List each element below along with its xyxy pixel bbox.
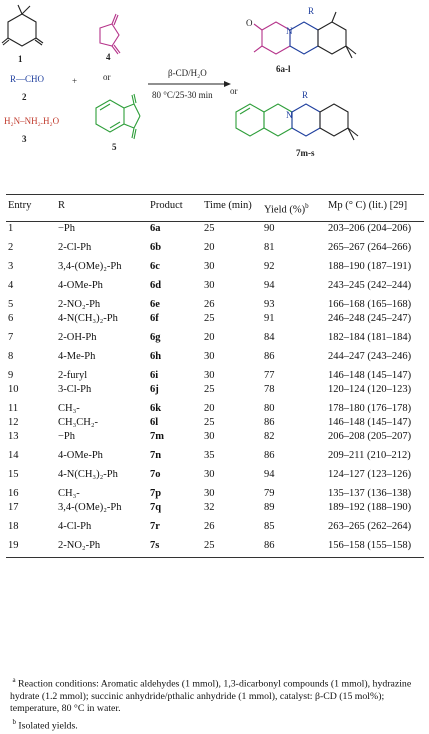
table-row xyxy=(6,444,424,463)
n-label-7: N xyxy=(286,110,293,120)
o-label-6: O xyxy=(246,18,253,28)
cell-r: 2-OH-Ph xyxy=(58,331,97,343)
cell-yield: 94 xyxy=(264,279,275,291)
table-row xyxy=(6,430,424,444)
cell-time: 30 xyxy=(204,369,215,381)
header-mp: Mp (° C) (lit.) [29] xyxy=(328,200,408,211)
cell-product: 6j xyxy=(150,383,159,395)
cell-time: 25 xyxy=(204,222,215,234)
table-row xyxy=(6,482,424,501)
cell-r: 4-Cl-Ph xyxy=(58,520,92,532)
cell-product: 6g xyxy=(150,331,161,343)
dimedone-structure xyxy=(2,5,43,46)
cell-yield: 86 xyxy=(264,350,275,362)
cell-yield: 85 xyxy=(264,520,275,532)
phthalic-anhydride-structure xyxy=(96,94,140,139)
cell-time: 30 xyxy=(204,430,215,442)
cell-entry: 14 xyxy=(8,449,19,461)
cell-mp: 263–265 (262–264) xyxy=(328,520,412,532)
cell-mp: 246–248 (245–247) xyxy=(328,312,412,324)
cell-mp: 146–148 (145–147) xyxy=(328,369,412,381)
cell-entry: 16 xyxy=(8,487,19,499)
cell-product: 7o xyxy=(150,468,161,480)
cell-r: 3,4-(OMe)₂-Ph xyxy=(58,501,122,513)
cell-entry: 18 xyxy=(8,520,19,532)
table-body xyxy=(6,221,424,557)
footnote-b xyxy=(10,716,422,733)
cell-entry: 3 xyxy=(8,260,14,272)
header-yield-note: b xyxy=(305,202,309,210)
or-products: or xyxy=(230,86,238,96)
label-7: 7m-s xyxy=(296,148,315,158)
header-time: Time (min) xyxy=(204,200,252,211)
cell-time: 25 xyxy=(204,383,215,395)
table-row xyxy=(6,293,424,312)
cell-mp: 244–247 (243–246) xyxy=(328,350,412,362)
cell-yield: 86 xyxy=(262,534,326,558)
header-yield xyxy=(262,195,326,222)
table-row xyxy=(6,312,424,326)
cell-product: 6c xyxy=(150,260,160,272)
cell-yield: 79 xyxy=(264,487,275,499)
label-6: 6a-l xyxy=(276,64,291,74)
label-5: 5 xyxy=(112,142,117,152)
r-label-7: R xyxy=(302,90,309,100)
cell-yield: 81 xyxy=(264,241,275,253)
table-row xyxy=(6,501,424,515)
cell-yield: 86 xyxy=(264,449,275,461)
cell-entry: 13 xyxy=(8,430,19,442)
table-row xyxy=(6,345,424,364)
condition-top: β-CD/H₂O xyxy=(168,68,207,78)
cell-time: 20 xyxy=(204,331,215,343)
cell-time: 25 xyxy=(204,416,215,428)
label-3: 3 xyxy=(22,134,27,144)
cell-product: 6l xyxy=(150,416,159,428)
cell-time: 35 xyxy=(204,449,215,461)
label-1: 1 xyxy=(18,54,23,64)
cell-r: 3,4-(OMe)₂-Ph xyxy=(58,260,122,272)
cell-time: 26 xyxy=(204,520,215,532)
cell-r: −Ph xyxy=(58,222,76,234)
results-table-wrapper xyxy=(6,194,424,558)
cell-r: −Ph xyxy=(58,430,76,442)
table-row xyxy=(6,221,424,236)
cell-r: 2-furyl xyxy=(58,369,88,381)
header-product: Product xyxy=(150,200,183,211)
cell-entry: 2 xyxy=(8,241,14,253)
cell-entry: 1 xyxy=(8,222,14,234)
table-row xyxy=(6,397,424,416)
cell-r: 4-OMe-Ph xyxy=(58,449,103,461)
table-row xyxy=(6,364,424,383)
cell-yield: 89 xyxy=(264,501,275,513)
cell-product: 7m xyxy=(150,430,164,442)
footnotes xyxy=(10,674,422,733)
cell-product: 6d xyxy=(150,279,162,291)
table-row xyxy=(6,534,424,558)
cell-time: 20 xyxy=(204,402,215,414)
cell-time: 32 xyxy=(204,501,215,513)
label-2: 2 xyxy=(22,92,27,102)
cell-yield: 91 xyxy=(264,312,275,324)
cell-entry: 19 xyxy=(6,534,56,558)
cell-mp: 120–124 (120–123) xyxy=(328,383,412,395)
cell-r: 2-NO₂-Ph xyxy=(56,534,148,558)
cell-product: 6a xyxy=(150,222,161,234)
cell-entry: 8 xyxy=(8,350,14,362)
cell-product: 6f xyxy=(150,312,159,324)
cell-yield: 90 xyxy=(264,222,275,234)
cell-yield: 82 xyxy=(264,430,275,442)
cell-mp: 156–158 (155–158) xyxy=(326,534,424,558)
condition-bottom: 80 °C/25-30 min xyxy=(152,90,213,100)
footnote-b-text: Isolated yields. xyxy=(18,720,78,732)
table-row xyxy=(6,515,424,534)
cell-time: 30 xyxy=(204,350,215,362)
table-row xyxy=(6,416,424,430)
cell-r: 4-Me-Ph xyxy=(58,350,96,362)
or-reactants: or xyxy=(103,72,111,82)
hydrazine-formula: H₂N–NH₂.H₂O xyxy=(4,116,60,126)
cell-yield: 80 xyxy=(264,402,275,414)
cell-entry: 15 xyxy=(8,468,19,480)
cell-product: 6h xyxy=(150,350,162,362)
cell-entry: 9 xyxy=(8,369,14,381)
plus-sign: + xyxy=(72,76,78,86)
cell-product: 7r xyxy=(150,520,160,532)
cell-time: 25 xyxy=(204,312,215,324)
cell-product: 7p xyxy=(150,487,162,499)
cell-mp: 166–168 (165–168) xyxy=(328,298,412,310)
cell-mp: 182–184 (181–184) xyxy=(328,331,412,343)
cell-product: 6k xyxy=(150,402,162,414)
cell-mp: 265–267 (264–266) xyxy=(328,241,412,253)
cell-time: 30 xyxy=(204,279,215,291)
cell-mp: 178–180 (176–178) xyxy=(328,402,412,414)
cell-time: 30 xyxy=(204,468,215,480)
cell-r: 4-N(CH₃)₂-Ph xyxy=(58,468,118,480)
cell-time: 26 xyxy=(204,298,215,310)
n-label-6: N xyxy=(286,26,293,36)
cell-time: 30 xyxy=(204,260,215,272)
cell-r: CH₃- xyxy=(58,402,80,414)
cell-mp: 243–245 (242–244) xyxy=(328,279,412,291)
cell-r: 2-NO₂-Ph xyxy=(58,298,101,310)
product-7-structure xyxy=(236,104,358,140)
footnote-a xyxy=(10,674,422,716)
cell-product: 7n xyxy=(150,449,162,461)
footnote-b-mark: b xyxy=(12,717,16,726)
table-row xyxy=(6,463,424,482)
results-table xyxy=(6,194,424,558)
cell-yield: 94 xyxy=(264,468,275,480)
cell-r: 3-Cl-Ph xyxy=(58,383,92,395)
footnote-a-mark: a xyxy=(12,676,16,684)
cell-entry: 10 xyxy=(8,383,19,395)
cell-r: 2-Cl-Ph xyxy=(58,241,92,253)
table-row xyxy=(6,383,424,397)
cell-entry: 6 xyxy=(8,312,14,324)
cell-entry: 17 xyxy=(8,501,19,513)
cell-product: 6e xyxy=(150,298,160,310)
cell-yield: 86 xyxy=(264,416,275,428)
product-6-structure xyxy=(254,12,356,58)
cell-r: CH₃CH₂- xyxy=(58,416,98,428)
cell-entry: 5 xyxy=(8,298,14,310)
cell-r: CH₃- xyxy=(58,487,80,499)
cell-mp: 189–192 (188–190) xyxy=(328,501,412,513)
cell-r: 4-OMe-Ph xyxy=(58,279,103,291)
cell-product: 7q xyxy=(150,501,162,513)
header-entry: Entry xyxy=(8,200,32,211)
r-label-6: R xyxy=(308,6,315,16)
aldehyde-formula: R—CHO xyxy=(10,74,45,84)
cell-yield: 93 xyxy=(264,298,275,310)
table-row xyxy=(6,255,424,274)
cell-mp: 203–206 (204–206) xyxy=(328,222,412,234)
label-4: 4 xyxy=(106,52,111,62)
cell-entry: 4 xyxy=(8,279,14,291)
cell-product: 6i xyxy=(150,369,159,381)
cell-mp: 206–208 (205–207) xyxy=(328,430,412,442)
header-r: R xyxy=(58,200,66,211)
table-header-row xyxy=(6,195,424,222)
cell-entry: 7 xyxy=(8,331,14,343)
table-row xyxy=(6,274,424,293)
cell-mp: 146–148 (145–147) xyxy=(328,416,412,428)
header-yield-text: Yield (%) xyxy=(264,204,306,216)
cell-mp: 209–211 (210–212) xyxy=(328,449,411,461)
table-row xyxy=(6,236,424,255)
cell-product: 7s xyxy=(148,534,202,558)
cell-entry: 12 xyxy=(8,416,19,428)
cell-entry: 11 xyxy=(8,402,19,414)
cell-mp: 188–190 (187–191) xyxy=(328,260,412,272)
succinic-anhydride-structure xyxy=(100,14,120,54)
cell-r: 4-N(CH₃)₂-Ph xyxy=(58,312,118,324)
cell-yield: 77 xyxy=(264,369,275,381)
cell-time: 20 xyxy=(204,241,215,253)
cell-mp: 135–137 (136–138) xyxy=(328,487,412,499)
cell-yield: 78 xyxy=(264,383,275,395)
cell-time: 25 xyxy=(202,534,262,558)
cell-time: 30 xyxy=(204,487,215,499)
table-row xyxy=(6,326,424,345)
footnote-a-text: Reaction conditions: Aromatic aldehydes (1 mmol), 1,3-dicarbonyl compounds (1 mmol), hydrazine hydrate (1.2 mmol); succinic anhydride/pthalic anhydride (1 mmol), catalyst: β-CD (15 mol%); temperature, 80 °C in water. xyxy=(10,678,412,715)
cell-product: 6b xyxy=(150,241,162,253)
cell-yield: 84 xyxy=(264,331,275,343)
cell-yield: 92 xyxy=(264,260,275,272)
cell-mp: 124–127 (123–126) xyxy=(328,468,412,480)
reaction-scheme xyxy=(0,0,429,190)
